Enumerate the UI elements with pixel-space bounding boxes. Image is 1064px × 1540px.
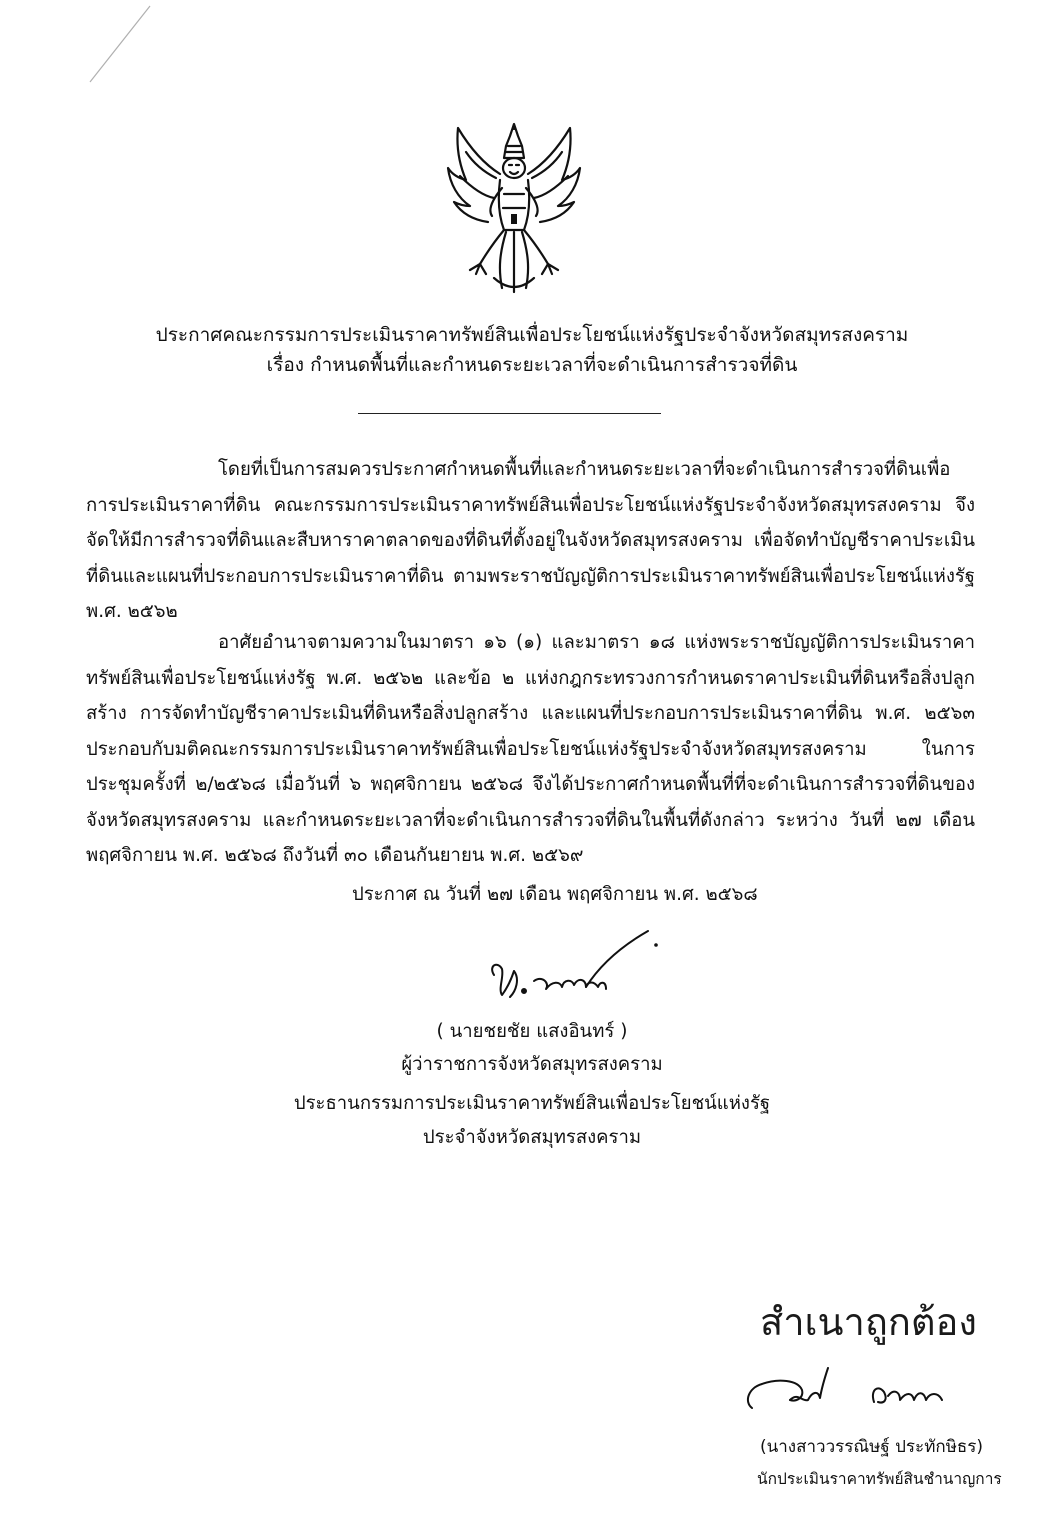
- announcement-subject: เรื่อง กำหนดพื้นที่และกำหนดระยะเวลาที่จะดำเนินการสำรวจที่ดิน: [266, 354, 798, 376]
- certifier-name: (นางสาววรรณิษฐ์ ประทักษิธร): [760, 1437, 984, 1457]
- signatory-name: ( นายชยชัย แสงอินทร์ ): [436, 1021, 628, 1042]
- body-paragraph-1: โดยที่เป็นการสมควรประกาศกำหนดพื้นที่และกำหนดระยะเวลาที่จะดำเนินการสำรวจที่ดินเพื่อการประเมินราคาที่ดิน คณะกรรมการประเมินราคาทรัพย์สินเพื่อประโยชน์แห่งรัฐประจำจังหวัดสมุทรสงคราม จึงจัดให้มีการสำรวจที่ดินและสืบหาราคาตลาดของที่ดินที่ตั้งอยู่ในจังหวัดสมุทรสงคราม เพื่อจัดทำบัญชีราคาประเมินที่ดินและแผนที่ประกอบการประเมินราคาที่ดิน ตามพระราชบัญญัติการประเมินราคาทรัพย์สินเพื่อประโยชน์แห่งรัฐ พ.ศ. ๒๕๖๒: [86, 459, 975, 622]
- certifier-signature: [738, 1362, 963, 1422]
- certified-copy-stamp: สำเนาถูกต้อง: [760, 1300, 977, 1344]
- certifier-position: นักประเมินราคาทรัพย์สินชำนาญการ: [757, 1470, 1002, 1488]
- title-divider: [358, 413, 661, 414]
- signatory-position-province: ประจำจังหวัดสมุทรสงคราม: [422, 1127, 642, 1148]
- announcement-date: ประกาศ ณ วันที่ ๒๗ เดือน พฤศจิกายน พ.ศ. ๒๕๖๘: [352, 884, 758, 905]
- announcement-title: ประกาศคณะกรรมการประเมินราคาทรัพย์สินเพื่อประโยชน์แห่งรัฐประจำจังหวัดสมุทรสงคราม: [155, 324, 909, 346]
- governor-signature: [480, 925, 670, 1010]
- signatory-position-chair: ประธานกรรมการประเมินราคาทรัพย์สินเพื่อประโยชน์แห่งรัฐ: [293, 1093, 771, 1114]
- body-paragraph-2: อาศัยอำนาจตามความในมาตรา ๑๖ (๑) และมาตรา ๑๘ แห่งพระราชบัญญัติการประเมินราคาทรัพย์สินเพื่อประโยชน์แห่งรัฐ พ.ศ. ๒๕๖๒ และข้อ ๒ แห่งกฎกระทรวงการกำหนดราคาประเมินที่ดินหรือสิ่งปลูกสร้าง การจัดทำบัญชีราคาประเมินที่ดินหรือสิ่งปลูกสร้าง และแผนที่ประกอบการประเมินราคาที่ดิน พ.ศ. ๒๕๖๓ ประกอบกับมติคณะกรรมการประเมินราคาทรัพย์สินเพื่อประโยชน์แห่งรัฐประจำจังหวัดสมุทรสงคราม ในการประชุมครั้งที่ ๒/๒๕๖๘ เมื่อวันที่ ๖ พฤศจิกายน ๒๕๖๘ จึงได้ประกาศกำหนดพื้นที่ที่จะดำเนินการสำรวจที่ดินของจังหวัดสมุทรสงคราม และกำหนดระยะเวลาที่จะดำเนินการสำรวจที่ดินในพื้นที่ดังกล่าว ระหว่าง วันที่ ๒๗ เดือน พฤศจิกายน พ.ศ. ๒๕๖๘ ถึงวันที่ ๓๐ เดือนกันยายน พ.ศ. ๒๕๖๙: [86, 632, 975, 866]
- signatory-position-governor: ผู้ว่าราชการจังหวัดสมุทรสงคราม: [401, 1054, 663, 1075]
- scan-corner-mark: [0, 0, 160, 90]
- garuda-emblem: [440, 118, 588, 296]
